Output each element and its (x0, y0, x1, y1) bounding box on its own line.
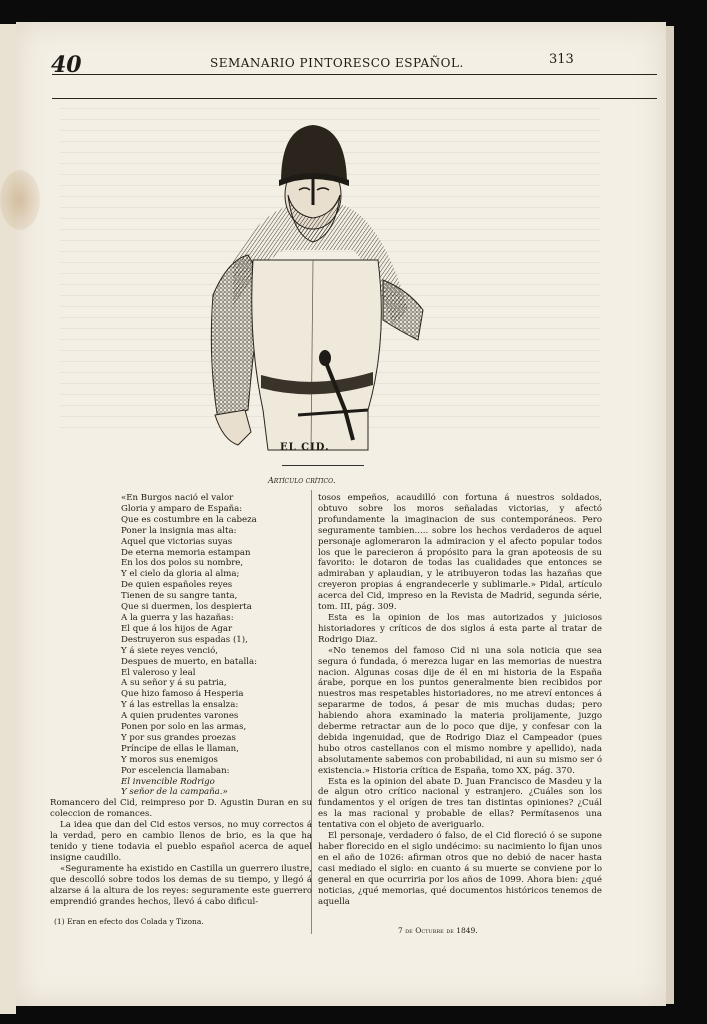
verse-line: El invencible Rodrigo (121, 776, 215, 787)
paragraph: Esta es la opinion del abate D. Juan Francisco de Masdeu y la de algun otro crítico nacional y estranjero. ¿Cuáles son los fundamentos y el orígen de tres tan distintas opiniones? ¿Cuál es la mas racional y probable de ellas? Permítasenos una tentativa con el objeto de averiguarlo. (318, 776, 602, 831)
left-column (50, 493, 312, 907)
verse-line: A su señor y á su patria, (121, 678, 227, 689)
paragraph: «No tenemos del famoso Cid ni una sola noticia que sea segura ó fundada, ó merezca lugar en las memorias de nuestra nacion. Algunas cosas dije de él en mi historia de la España árabe, porque en los puntos generalmente bien recibidos por nuestros mas respetables historiadores, no me atreví entonces á separarme de todos, á pesar de mis muchas dudas; pero habiendo ahora examinado la materia prolijamente, juzgo deberme retractar aun de lo poco que dije, y confesar con la debida ingenuidad, que de Rodrigo Diaz el Campeador (pues hubo otros castellanos con el mismo nombre y apellido), nada absolutamente sabemos con probabilidad, ni aun su mismo ser ó existencia.» Historia crítica de España, tomo XX, pág. 370. (318, 645, 602, 776)
page-number: 313 (549, 52, 574, 67)
article-subtitle: Artículo crítico. (268, 476, 336, 485)
verse-line: Y á las estrellas la ensalza: (121, 700, 239, 711)
footnote: (1) Eran en efecto dos Colada y Tizona. (54, 917, 204, 926)
verse-line: Tienen de su sangre tanta, (121, 591, 238, 602)
verse-line: Y moros sus enemigos (121, 754, 218, 765)
verse-line: Poner la insignia mas alta: (121, 525, 237, 536)
verse-line: Príncipe de ellas le llaman, (121, 743, 239, 754)
verse-line: Y á siete reyes venció, (121, 645, 218, 656)
verse-line: De eterna memoria estampan (121, 547, 251, 558)
romance-verse (50, 493, 312, 798)
verse-line: El valeroso y leal (121, 667, 196, 678)
caption-rule (282, 465, 364, 466)
verse-line: A quien prudentes varones (121, 711, 239, 722)
header-rule-top (52, 74, 657, 75)
verse-line: Ponen por solo en las armas, (121, 722, 247, 733)
paragraph: La idea que dan del Cid estos versos, no muy correctos á la verdad, pero en cambio llenos de brio, es la que ha tenido y tiene todavia el pueblo español acerca de aquel insigne caudillo. (50, 820, 312, 863)
paragraph: tosos empeños, acaudilló con fortuna á nuestros soldados, obtuvo sobre los moros señaladas victorias, y afectó profundamente la imaginacion de sus contemporáneos. Pero seguramente tambien..... sobre los hechos verdaderos de aquel personaje aglomeraron la admiracion y el afecto popular todos los que le parecieron á propósito para la gran apoteosis de su favorito: le dotaron de todas las cualidades que entonces se admiraban y aplaudian, y le atribuyeron todas las hazañas que creyeron propias á engrandecerle y sublimarle.» Pidal, artículo acerca del Cid, impreso en la Revista de Madrid, segunda série, tom. III, pág. 309. (318, 493, 602, 613)
issue-date: 7 de Octubre de 1849. (398, 926, 478, 935)
verse-line: Destruyeron sus espadas (1), (121, 634, 248, 645)
verse-line: Y por sus grandes proezas (121, 732, 236, 743)
verse-line: El que á los hijos de Agar (121, 623, 233, 634)
verse-line: Que es costumbre en la cabeza (121, 514, 257, 525)
right-column (318, 493, 602, 907)
paragraph: Esta es la opinion de los mas autorizados y juiciosos historiadores y críticos de dos siglos á esta parte al tratar de Rodrigo Diaz. (318, 612, 602, 645)
verse-line: A la guerra y las hazañas: (121, 612, 234, 623)
paragraph: El personaje, verdadero ó falso, de el Cid floreció ó se supone haber florecido en el siglo undécimo: su nacimiento lo fijan unos en el año de 1026: afirman otros que no debió de nacer hasta casi mediado el siglo: en cuanto á su muerte se conviene por lo general en que ocurriria por los años de 1099. Ahora bien: ¿qué noticias, ¿qué memorias, qué documentos históricos tenemos de aquella (318, 831, 602, 907)
verse-line: De quien españoles reyes (121, 580, 233, 591)
header-rule-bottom (52, 98, 657, 99)
verse-line: Y señor de la campaña.» (121, 787, 228, 798)
paper-stain (0, 170, 40, 230)
paragraph: Romancero del Cid, reimpreso por D. Agustin Duran en su coleccion de romances. (50, 798, 312, 820)
issue-number: 40 (51, 52, 82, 78)
publication-title: SEMANARIO PINTORESCO ESPAÑOL. (210, 56, 464, 70)
verse-line: Gloria y amparo de España: (121, 503, 243, 514)
verse-line: Que hizo famoso á Hesperia (121, 689, 244, 700)
illustration-caption: EL CID. (280, 442, 330, 453)
portrait-el-cid (193, 110, 433, 455)
verse-line: Que si duermen, los despierta (121, 602, 252, 613)
page-stack-edge (666, 26, 674, 1004)
verse-line: «En Burgos nació el valor (121, 493, 234, 503)
paragraph: «Seguramente ha existido en Castilla un guerrero ilustre, que descolló sobre todos los demas de su tiempo, y llegó á alzarse á la altura de los reyes: seguramente este guerrero emprendió grandes hechos, llevó á cabo dificul- (50, 863, 312, 907)
verse-line: Aquel que victorias suyas (121, 536, 233, 547)
verse-line: Y el cielo da gloria al alma; (121, 569, 240, 580)
verse-line: Por escelencia llamaban: (121, 765, 230, 776)
verse-line: Despues de muerto, en batalla: (121, 656, 258, 667)
verse-line: En los dos polos su nombre, (121, 558, 244, 569)
